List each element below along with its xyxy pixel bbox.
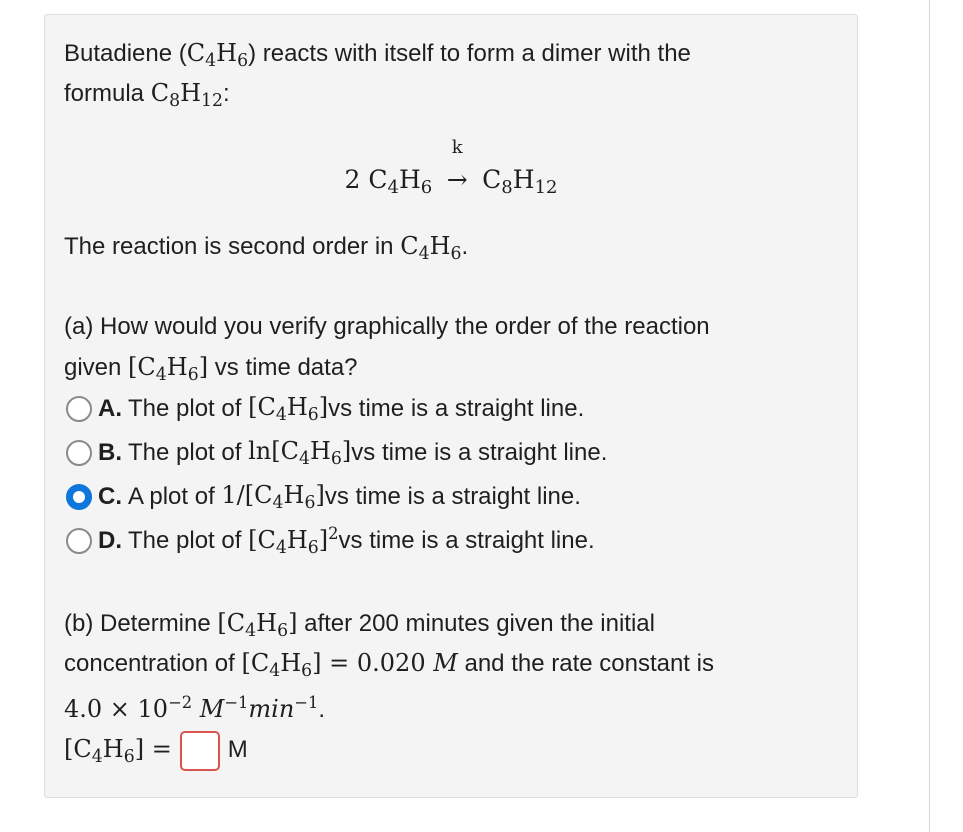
sub: 4 <box>387 177 399 199</box>
sub: 4 <box>91 746 103 767</box>
h: H <box>398 165 421 194</box>
sub: 6 <box>277 620 289 641</box>
h: H <box>286 526 308 555</box>
molar-unit: M <box>433 649 458 677</box>
c: C <box>137 353 156 381</box>
option-text: vs time is a straight line. <box>351 439 608 466</box>
h: H <box>166 353 188 381</box>
option-letter: C. <box>98 483 122 510</box>
sub: 4 <box>205 50 217 71</box>
radio-button-d[interactable] <box>66 528 92 554</box>
c: C <box>226 609 246 637</box>
intro-text: : <box>223 80 230 107</box>
exponent: −1 <box>294 693 319 712</box>
h: H <box>429 232 451 260</box>
intro-text: Butadiene ( <box>64 40 187 67</box>
question-card <box>44 14 858 798</box>
sub: 6 <box>123 746 135 767</box>
formula-c4h6 <box>186 39 249 71</box>
c: C <box>73 735 92 763</box>
option-a[interactable] <box>66 392 584 426</box>
sub: 6 <box>301 660 313 681</box>
radio-button-b[interactable] <box>66 440 92 466</box>
sub: 4 <box>245 620 257 641</box>
sub: 4 <box>272 492 284 513</box>
intro-line-1 <box>64 38 691 76</box>
sub: 4 <box>269 660 281 681</box>
equals-sign: = <box>151 735 172 763</box>
intro-text: formula <box>64 80 151 107</box>
ln-function: ln <box>248 437 272 466</box>
sub: 4 <box>155 364 167 385</box>
radio-button-c-selected[interactable] <box>66 484 92 510</box>
conc-c4h6: $[C_4H_6]$ <box>248 393 329 425</box>
sub: 6 <box>237 50 249 71</box>
intro-text: ) reacts with itself to form a dimer with the <box>248 40 691 67</box>
c: C <box>254 481 273 510</box>
h: H <box>102 735 124 763</box>
answer-row <box>64 727 248 771</box>
c: C <box>280 437 299 466</box>
h: H <box>512 165 535 194</box>
exponent: −2 <box>168 693 193 712</box>
part-b-text: . <box>318 695 325 723</box>
sub: 6 <box>420 177 433 199</box>
h: H <box>256 609 278 637</box>
sub: 12 <box>201 90 223 111</box>
formula-c8h12 <box>150 79 223 111</box>
sub: 6 <box>307 404 319 425</box>
h: H <box>216 39 238 67</box>
option-letter: B. <box>98 439 122 466</box>
part-b-text: after 200 minutes given the initial <box>297 610 655 637</box>
option-letter: A. <box>98 395 122 422</box>
part-b-text: (b) Determine <box>64 610 218 637</box>
option-b[interactable] <box>66 436 607 470</box>
sub: 4 <box>418 243 430 264</box>
intro-line-2 <box>64 78 230 116</box>
exponent: −1 <box>224 693 249 712</box>
option-d[interactable] <box>66 524 595 558</box>
option-text: The plot of <box>128 439 242 466</box>
option-text: The plot of <box>128 395 242 422</box>
h: H <box>283 481 305 510</box>
initial-concentration: $[C_4H_6] = 0.020$ M <box>241 649 458 681</box>
c: C <box>250 649 270 677</box>
answer-unit: M <box>227 736 248 763</box>
sub: 6 <box>330 448 342 469</box>
sub: 8 <box>501 177 513 199</box>
sub: 4 <box>298 448 310 469</box>
order-text: The reaction is second order in <box>64 233 401 260</box>
part-a-text: given <box>64 354 129 381</box>
arrow-icon: → <box>446 165 468 194</box>
c: C <box>186 39 206 67</box>
formula-c4h6 <box>400 232 462 264</box>
reaction-arrow <box>440 137 474 194</box>
part-b-line-3 <box>64 688 325 725</box>
reaction-equation <box>45 137 857 199</box>
conc-c4h6: $[C_4H_6]$ <box>128 353 209 385</box>
option-c[interactable] <box>66 480 581 514</box>
molar-unit: M <box>199 694 225 723</box>
c: C <box>482 165 502 194</box>
part-b-text: concentration of <box>64 650 242 677</box>
part-b-line-1 <box>64 608 655 646</box>
h: H <box>309 437 331 466</box>
sub: 12 <box>534 177 558 199</box>
page-divider <box>929 0 930 832</box>
c: C <box>257 393 276 422</box>
sub: 6 <box>304 492 316 513</box>
option-text: A plot of <box>128 483 215 510</box>
sub: 4 <box>275 537 287 558</box>
h: H <box>286 393 308 422</box>
rate-value: 4.0 × 10 <box>64 694 169 723</box>
conc-c4h6: $[C_4H_6]$ <box>217 609 298 641</box>
coefficient: 2 <box>344 165 361 194</box>
rate-constant-label: k <box>451 137 463 158</box>
option-text: The plot of <box>128 527 242 554</box>
part-a-question-line-1 <box>64 312 710 342</box>
order-statement <box>64 231 468 269</box>
option-text: vs time is a straight line. <box>328 395 585 422</box>
sub: 4 <box>275 404 287 425</box>
minute-unit: min <box>248 694 295 723</box>
c: C <box>257 526 276 555</box>
sub: 6 <box>450 243 462 264</box>
h: H <box>280 649 302 677</box>
part-b-text: and the rate constant is <box>457 650 714 677</box>
ln-conc-c4h6: $\ln[C_4H_6]$ <box>248 437 352 469</box>
part-a-text: (a) How would you verify graphically the order of the reaction <box>64 313 710 340</box>
c: C <box>368 165 388 194</box>
part-b-line-2 <box>64 648 714 686</box>
part-a-text: vs time data? <box>208 354 358 381</box>
sub: 8 <box>169 90 181 111</box>
option-letter: D. <box>98 527 122 554</box>
rate-constant-value <box>64 695 318 723</box>
c: C <box>150 79 170 107</box>
inverse-function: 1/ <box>221 481 245 510</box>
conc-c4h6: $[C_4H_6]$ = <box>64 735 172 767</box>
inverse-conc-c4h6: $1/[C_4H_6]$ <box>221 481 325 513</box>
conc-c4h6-squared: $[C_4H_6]^2$ <box>248 524 339 558</box>
option-text: vs time is a straight line. <box>324 483 581 510</box>
radio-button-a[interactable] <box>66 396 92 422</box>
option-text: vs time is a straight line. <box>338 527 595 554</box>
initial-value: = 0.020 <box>329 649 426 677</box>
sub: 6 <box>307 537 319 558</box>
answer-input[interactable] <box>180 731 220 771</box>
sub: 6 <box>187 364 199 385</box>
part-a-question-line-2 <box>64 352 358 390</box>
h: H <box>180 79 202 107</box>
order-text: . <box>461 233 469 260</box>
c: C <box>400 232 419 260</box>
exponent: 2 <box>328 524 339 544</box>
